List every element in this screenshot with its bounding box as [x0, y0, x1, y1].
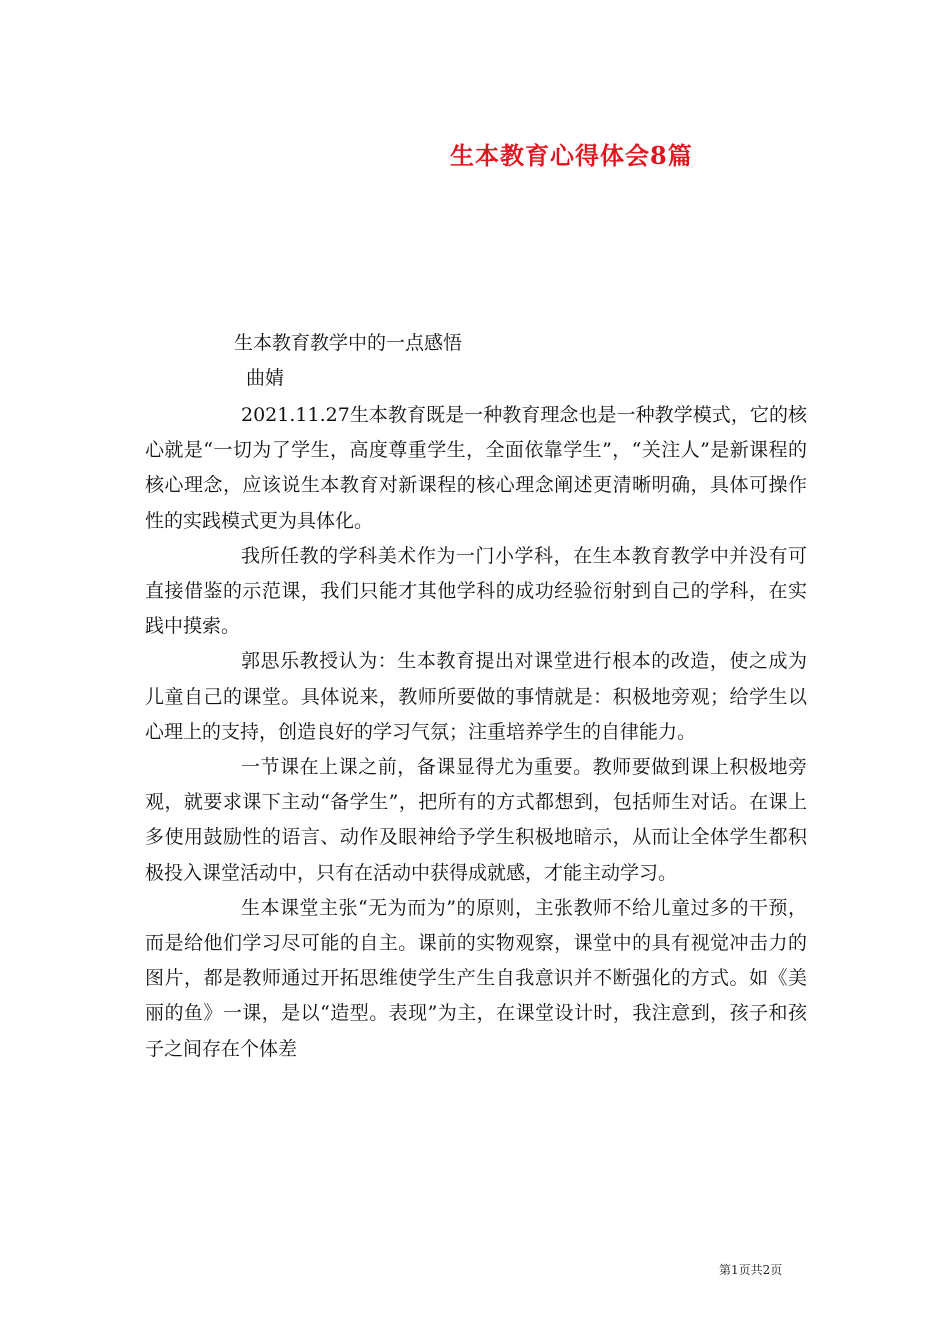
paragraph: 一节课在上课之前，备课显得尤为重要。教师要做到课上积极地旁观，就要求课下主动“备学生”，把所有的方式都想到，包括师生对话。在课上多使用鼓励性的语言、动作及眼神给予学生积极地暗示，从而让全体学生都积极投入课堂活动中，只有在活动中获得成就感，才能主动学习。 — [145, 756, 807, 884]
paragraph: 郭思乐教授认为：生本教育提出对课堂进行根本的改造，使之成为儿童自己的课堂。具体说来，教师所要做的事情就是：积极地旁观；给学生以心理上的支持，创造良好的学习气氛；注重培养学生的自律能力。 — [145, 650, 807, 743]
article-subtitle: 生本教育教学中的一点感悟 — [234, 332, 463, 354]
paragraph: 生本课堂主张“无为而为”的原则，主张教师不给儿童过多的干预，而是给他们学习尽可能的自主。课前的实物观察，课堂中的具有视觉冲击力的图片，都是教师通过开拓思维使学生产生自我意识并不断强化的方式。如《美丽的鱼》一课，是以“造型。表现”为主，在课堂设计时，我注意到，孩子和孩子之间存在个体差 — [145, 896, 807, 1060]
paragraph: 我所任教的学科美术作为一门小学科，在生本教育教学中并没有可直接借鉴的示范课，我们只能才其他学科的成功经验衍射到自己的学科，在实践中摸索。 — [145, 544, 807, 638]
page-number-footer: 第1页共2页 — [719, 1263, 783, 1277]
document-title: 生本教育心得体会8篇 — [450, 141, 693, 170]
article-body — [145, 398, 807, 1067]
paragraph: 2021.11.27生本教育既是一种教育理念也是一种教学模式，它的核心就是“一切为了学生，高度尊重学生，全面依靠学生”，“关注人”是新课程的核心理念，应该说生本教育对新课程的核心理念阐述更清晰明确，具体可操作性的实践模式更为具体化。 — [145, 404, 807, 532]
article-author: 曲婧 — [246, 367, 285, 389]
